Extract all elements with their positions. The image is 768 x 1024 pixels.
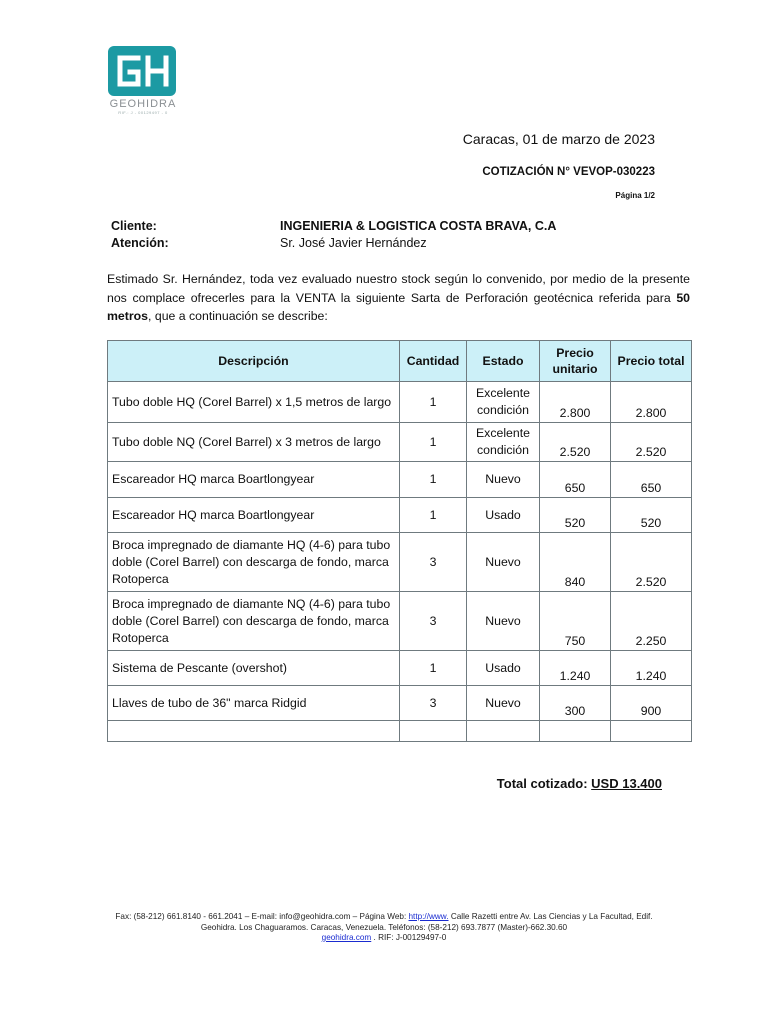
table-row: [108, 686, 692, 721]
table-row: [108, 651, 692, 686]
total-amount: USD 13.400: [591, 776, 662, 791]
row-total-price: 2.800: [611, 382, 692, 423]
row-state: Nuevo: [467, 686, 540, 721]
total-quoted: [497, 776, 662, 791]
row-unit-price: 750: [540, 592, 611, 651]
table-header-row: [108, 341, 692, 382]
footer-address: Calle Razetti entre Av. Las Ciencias y La Facultad, Edif.: [448, 912, 653, 921]
row-quantity: 1: [400, 382, 467, 423]
footer-line-3: [40, 933, 728, 944]
row-quantity: 1: [400, 651, 467, 686]
total-label: Total cotizado:: [496, 776, 588, 791]
row-description: Broca impregnado de diamante NQ (4-6) para tubo doble (Corel Barrel) con descarga de fondo, marca Rotoperca: [108, 592, 400, 651]
row-unit-price: 300: [540, 686, 611, 721]
row-state: Usado: [467, 498, 540, 533]
row-quantity: 3: [400, 533, 467, 592]
row-total-price: 2.250: [611, 592, 692, 651]
row-total-price: 650: [611, 462, 692, 498]
attention-label: Atención:: [111, 236, 169, 250]
footer-line-1: [40, 912, 728, 923]
header-state: Estado: [467, 341, 540, 382]
row-description: Tubo doble NQ (Corel Barrel) x 3 metros de largo: [108, 423, 400, 462]
row-description: Tubo doble HQ (Corel Barrel) x 1,5 metros de largo: [108, 382, 400, 423]
intro-text-after: , que a continuación se describe:: [148, 309, 328, 323]
row-total-price: 2.520: [611, 423, 692, 462]
row-quantity: 1: [400, 423, 467, 462]
row-description: Sistema de Pescante (overshot): [108, 651, 400, 686]
intro-bold: 50 metros: [107, 290, 690, 323]
footer-domain-link[interactable]: geohidra.com: [321, 933, 372, 942]
row-unit-price: 2.800: [540, 382, 611, 423]
row-state: Nuevo: [467, 592, 540, 651]
table-row: [108, 498, 692, 533]
header-total-price: Precio total: [611, 341, 692, 382]
row-unit-price: 2.520: [540, 423, 611, 462]
row-unit-price: 840: [540, 533, 611, 592]
intro-paragraph: [107, 270, 690, 326]
row-description: Escareador HQ marca Boartlongyear: [108, 498, 400, 533]
client-label: Cliente:: [111, 219, 157, 233]
logo-name: GEOHIDRA: [109, 98, 177, 110]
client-value: INGENIERIA & LOGISTICA COSTA BRAVA, C.A: [280, 219, 557, 233]
logo-subtitle: RIF.: J - 00129497 - 0: [118, 110, 168, 115]
table-row: [108, 462, 692, 498]
client-info: [111, 219, 556, 253]
table-row: [108, 592, 692, 651]
footer-web-link[interactable]: http://www.: [408, 912, 449, 921]
header-quantity: Cantidad: [400, 341, 467, 382]
row-quantity: 1: [400, 462, 467, 498]
footer: [40, 912, 728, 944]
row-total-price: 900: [611, 686, 692, 721]
row-total-price: 1.240: [611, 651, 692, 686]
footer-line-2: Geohidra. Los Chaguaramos. Caracas, Venezuela. Teléfonos: (58-212) 693.7877 (Master)-662.30.60: [200, 922, 568, 932]
row-quantity: 3: [400, 686, 467, 721]
header-description: Descripción: [108, 341, 400, 382]
row-unit-price: 650: [540, 462, 611, 498]
intro-text-before: Estimado Sr. Hernández, toda vez evaluado nuestro stock según lo convenido, por medio de la presente nos complace ofrecerles para la VENTA la siguiente Sarta de Perforación geotécnica referida para: [107, 272, 690, 305]
attention-value: Sr. José Javier Hernández: [280, 236, 427, 250]
geohidra-logo: [108, 46, 176, 96]
empty-row: [108, 721, 692, 742]
row-unit-price: 1.240: [540, 651, 611, 686]
quote-table: [107, 340, 692, 742]
row-state: Nuevo: [467, 462, 540, 498]
page-number: Página 1/2: [615, 191, 655, 200]
row-description: Llaves de tubo de 36" marca Ridgid: [108, 686, 400, 721]
quote-number: COTIZACIÓN N° VEVOP-030223: [482, 166, 655, 178]
table-row: [108, 533, 692, 592]
row-state: Excelente condición: [467, 382, 540, 423]
row-state: Usado: [467, 651, 540, 686]
table-row: [108, 382, 692, 423]
table-row: [108, 423, 692, 462]
header-unit-price: Precio unitario: [540, 341, 611, 382]
footer-rif: . RIF: J-00129497-0: [371, 933, 447, 942]
row-total-price: 520: [611, 498, 692, 533]
row-quantity: 3: [400, 592, 467, 651]
row-state: Excelente condición: [467, 423, 540, 462]
row-unit-price: 520: [540, 498, 611, 533]
row-total-price: 2.520: [611, 533, 692, 592]
footer-contact: Fax: (58-212) 661.8140 - 661.2041 – E-mail: info@geohidra.com – Página Web:: [115, 912, 409, 921]
document-date: Caracas, 01 de marzo de 2023: [462, 131, 655, 147]
row-description: Escareador HQ marca Boartlongyear: [108, 462, 400, 498]
row-quantity: 1: [400, 498, 467, 533]
row-state: Nuevo: [467, 533, 540, 592]
row-description: Broca impregnado de diamante HQ (4-6) para tubo doble (Corel Barrel) con descarga de fondo, marca Rotoperca: [108, 533, 400, 592]
